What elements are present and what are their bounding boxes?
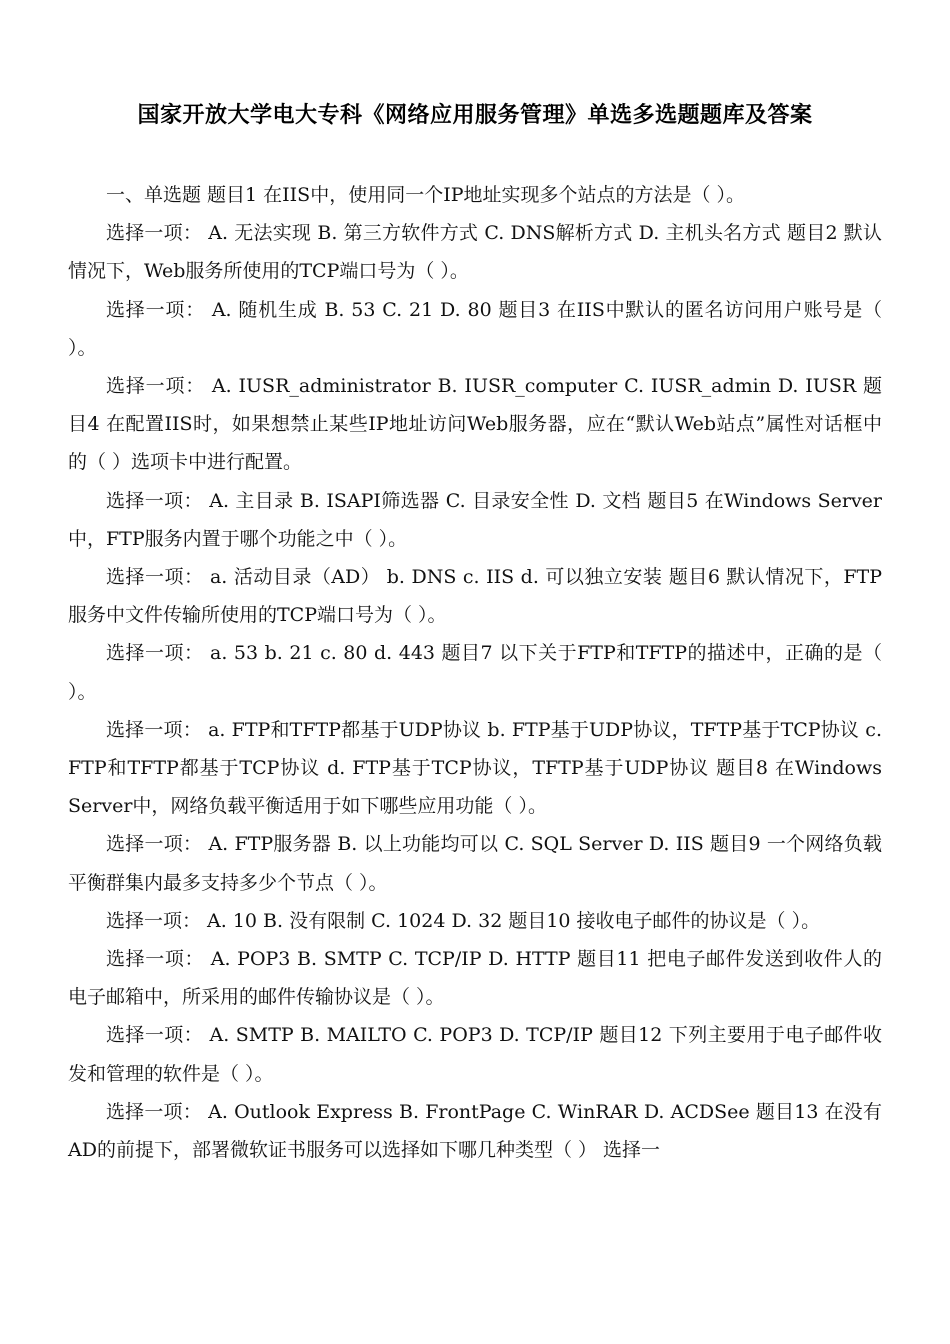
paragraph: 选择一项： a. 活动目录（AD） b. DNS c. IIS d. 可以独立安装 题目6 默认情况下，FTP服务中文件传输所使用的TCP端口号为（ ）。 bbox=[68, 566, 882, 627]
paragraph: 选择一项： A. FTP服务器 B. 以上功能均可以 C. SQL Server D. IIS 题目9 一个网络负载平衡群集内最多支持多少个节点（ ）。 bbox=[68, 833, 882, 894]
paragraph: 一、单选题 题目1 在IIS中，使用同一个IP地址实现多个站点的方法是（ ）。 bbox=[106, 184, 746, 206]
document-body bbox=[68, 176, 882, 1169]
paragraph: 选择一项： A. IUSR_administrator B. IUSR_computer C. IUSR_admin D. IUSR 题目4 在配置IIS时，如果想禁止某些IP地址访问Web服务器，应在“默认Web站点”属性对话框中的（ ）选项卡中进行配置。 bbox=[68, 375, 882, 474]
paragraph: 选择一项： a. 53 b. 21 c. 80 d. 443 题目7 以下关于FTP和TFTP的描述中，正确的是（ ）。 bbox=[68, 642, 882, 703]
document-title: 国家开放大学电大专科《网络应用服务管理》单选多选题题库及答案 bbox=[137, 103, 813, 128]
paragraph: 选择一项： A. SMTP B. MAILTO C. POP3 D. TCP/IP 题目12 下列主要用于电子邮件收发和管理的软件是（ ）。 bbox=[68, 1024, 882, 1085]
paragraph: 选择一项： A. 无法实现 B. 第三方软件方式 C. DNS解析方式 D. 主机头名方式 题目2 默认情况下，Web服务所使用的TCP端口号为（ ）。 bbox=[68, 222, 882, 283]
paragraph: 选择一项： A. POP3 B. SMTP C. TCP/IP D. HTTP 题目11 把电子邮件发送到收件人的电子邮箱中，所采用的邮件传输协议是（ ）。 bbox=[68, 948, 882, 1009]
paragraph: 选择一项： A. Outlook Express B. FrontPage C. WinRAR D. ACDSee 题目13 在没有AD的前提下，部署微软证书服务可以选择如下哪几种类型（ ） 选择一 bbox=[68, 1100, 882, 1162]
paragraph: 选择一项： A. 随机生成 B. 53 C. 21 D. 80 题目3 在IIS中默认的匿名访问用户账号是（ ）。 bbox=[68, 298, 882, 359]
paragraph: 选择一项： A. 10 B. 没有限制 C. 1024 D. 32 题目10 接收电子邮件的协议是（ ）。 bbox=[106, 909, 821, 932]
paragraph: 选择一项： a. FTP和TFTP都基于UDP协议 b. FTP基于UDP协议，TFTP基于TCP协议 c. FTP和TFTP都基于TCP协议 d. FTP基于TCP协议，TFTP基于UDP协议 题目8 在Windows Server中，网络负载平衡适用于如下哪些应用功能（ ）。 bbox=[68, 718, 882, 818]
paragraph: 选择一项： A. 主目录 B. ISAPI筛选器 C. 目录安全性 D. 文档 题目5 在Windows Server中，FTP服务内置于哪个功能之中（ ）。 bbox=[68, 489, 882, 550]
